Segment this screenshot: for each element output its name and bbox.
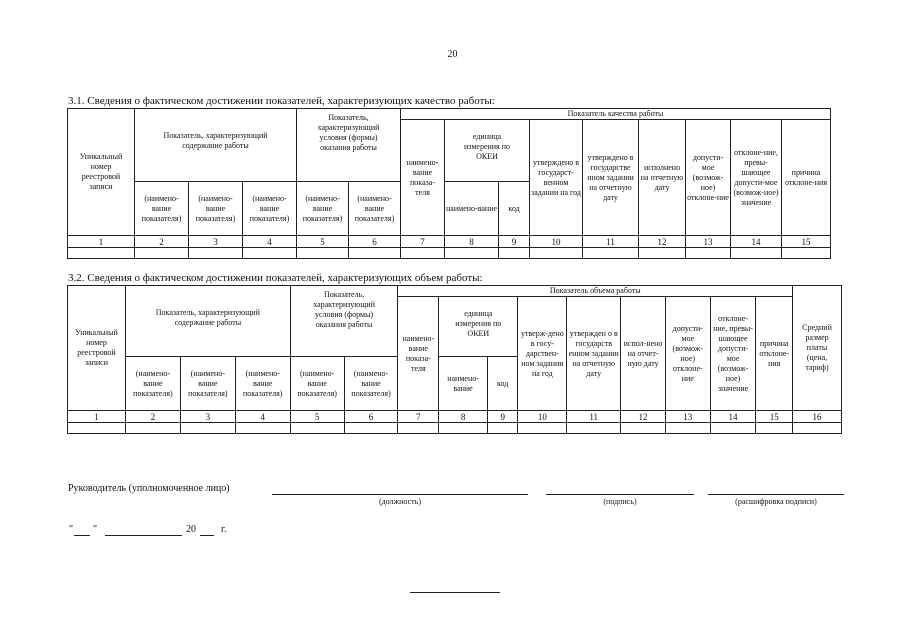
column-number: 10 <box>518 411 567 423</box>
data-cell[interactable] <box>518 423 567 434</box>
data-cell[interactable] <box>710 423 756 434</box>
data-cell[interactable] <box>439 423 488 434</box>
signature-label: Руководитель (уполномоченное лицо) <box>68 483 230 494</box>
unit-code-header: код <box>499 182 530 236</box>
column-number: 11 <box>567 411 621 423</box>
deviation-reason-header: причина отклоне-ния <box>782 120 831 236</box>
sub-label: (наимено-вание показателя) <box>180 357 235 411</box>
data-cell[interactable] <box>125 423 180 434</box>
data-cell[interactable] <box>398 423 439 434</box>
sub-label: (наимено-вание показателя) <box>290 357 344 411</box>
data-cell[interactable] <box>731 248 782 259</box>
conditions-indicator-header: Показатель, характеризующий условия (формы) оказания работы <box>297 109 401 182</box>
column-number: 12 <box>639 236 686 248</box>
column-number: 1 <box>68 411 126 423</box>
year-suffix: г. <box>221 524 227 535</box>
data-cell[interactable] <box>68 248 135 259</box>
unique-number-header: Уникальный номер реестровой записи <box>68 286 126 411</box>
data-cell[interactable] <box>243 248 297 259</box>
sub-label: (наимено-вание показателя) <box>349 182 401 236</box>
column-number: 2 <box>135 236 189 248</box>
column-number: 10 <box>530 236 583 248</box>
signature-caption: (подпись) <box>603 497 637 506</box>
column-number: 12 <box>621 411 666 423</box>
volume-indicator-header: Показатель объема работы <box>398 286 793 297</box>
sub-label: (наимено-вание показателя) <box>344 357 398 411</box>
approved-date-header: утверждено в государстве нном задании на отчетную дату <box>583 120 639 236</box>
data-cell[interactable] <box>499 248 530 259</box>
data-cell[interactable] <box>756 423 793 434</box>
year-field[interactable] <box>200 535 214 536</box>
column-number: 16 <box>793 411 842 423</box>
column-number: 9 <box>487 411 518 423</box>
unit-name-header: наимено-вание <box>439 357 488 411</box>
data-cell[interactable] <box>782 248 831 259</box>
column-number: 15 <box>756 411 793 423</box>
column-number: 14 <box>710 411 756 423</box>
data-cell[interactable] <box>297 248 349 259</box>
exceeding-deviation-header: отклоне-ние, превы-шающее допусти-мое (возмож-ное) значение <box>731 120 782 236</box>
content-indicator-header: Показатель, характеризующий содержание работы <box>135 109 297 182</box>
approved-year-header: утверж-дено в госу-дарствен-ном задании на год <box>518 297 567 411</box>
date-quote-open: " <box>69 524 74 535</box>
column-number: 11 <box>583 236 639 248</box>
data-cell[interactable] <box>235 423 290 434</box>
position-line[interactable] <box>272 494 528 495</box>
year-prefix: 20 <box>186 524 196 535</box>
table-row <box>68 248 831 259</box>
sub-label: (наимено-вание показателя) <box>297 182 349 236</box>
indicator-name-header: наимено-вание показа-теля <box>401 120 445 236</box>
column-number: 15 <box>782 236 831 248</box>
indicator-name-header: наимено-вание показа-теля <box>398 297 439 411</box>
executed-header: испол-нено на отчет-ную дату <box>621 297 666 411</box>
data-cell[interactable] <box>180 423 235 434</box>
executed-header: исполнено на отчетную дату <box>639 120 686 236</box>
page-number: 20 <box>447 49 458 60</box>
sub-label: (наимено-вание показателя) <box>243 182 297 236</box>
data-cell[interactable] <box>68 423 126 434</box>
data-cell[interactable] <box>445 248 499 259</box>
approved-year-header: утверждено в государст-венном задании на год <box>530 120 583 236</box>
data-cell[interactable] <box>189 248 243 259</box>
data-cell[interactable] <box>135 248 189 259</box>
unit-name-header: наимено-вание <box>445 182 499 236</box>
deviation-reason-header: причина отклоне-ния <box>756 297 793 411</box>
conditions-indicator-header: Показатель, характеризующий условия (формы) оказания работы <box>290 286 398 357</box>
exceeding-deviation-header: отклоне-ние, превы-шающее допусти-мое (возмож-ное) значение <box>710 297 756 411</box>
section-2-title: 3.2. Сведения о фактическом достижении показателей, характеризующих объем работы: <box>68 272 483 284</box>
volume-table <box>67 285 842 434</box>
column-number: 6 <box>344 411 398 423</box>
footnote-separator <box>410 592 500 593</box>
unit-code-header: код <box>487 357 518 411</box>
section-1-title: 3.1. Сведения о фактическом достижении показателей, характеризующих качество работы: <box>68 95 495 107</box>
column-number: 5 <box>297 236 349 248</box>
data-cell[interactable] <box>567 423 621 434</box>
unit-header: единица измерения по ОКЕИ <box>445 120 530 182</box>
column-number: 6 <box>349 236 401 248</box>
allowed-deviation-header: допусти-мое (возмож-ное) отклоне-ние <box>686 120 731 236</box>
sub-label: (наимено-вание показателя) <box>135 182 189 236</box>
column-number: 13 <box>665 411 710 423</box>
sub-label: (наимено-вание показателя) <box>189 182 243 236</box>
data-cell[interactable] <box>530 248 583 259</box>
data-cell[interactable] <box>401 248 445 259</box>
column-number: 1 <box>68 236 135 248</box>
data-cell[interactable] <box>487 423 518 434</box>
date-quote-close: " <box>93 524 98 535</box>
table-row <box>68 423 842 434</box>
data-cell[interactable] <box>665 423 710 434</box>
unique-number-header: Уникальный номер реестровой записи <box>68 109 135 236</box>
sub-label: (наимено-вание показателя) <box>235 357 290 411</box>
quality-table <box>67 108 831 259</box>
column-number: 4 <box>243 236 297 248</box>
data-cell[interactable] <box>349 248 401 259</box>
column-number: 2 <box>125 411 180 423</box>
data-cell[interactable] <box>583 248 639 259</box>
data-cell[interactable] <box>793 423 842 434</box>
allowed-deviation-header: допусти-мое (возмож-ное) отклоне-ние <box>665 297 710 411</box>
column-number: 13 <box>686 236 731 248</box>
data-cell[interactable] <box>621 423 666 434</box>
column-number: 8 <box>439 411 488 423</box>
decode-line[interactable] <box>708 494 844 495</box>
column-number: 8 <box>445 236 499 248</box>
signature-line[interactable] <box>546 494 694 495</box>
month-field[interactable] <box>105 535 182 536</box>
sub-label: (наимено-вание показателя) <box>125 357 180 411</box>
column-number: 14 <box>731 236 782 248</box>
average-price-header: Средний размер платы (цена, тариф) <box>793 286 842 411</box>
column-number: 7 <box>398 411 439 423</box>
column-number: 5 <box>290 411 344 423</box>
data-cell[interactable] <box>639 248 686 259</box>
quality-indicator-header: Показатель качества работы <box>401 109 831 120</box>
data-cell[interactable] <box>344 423 398 434</box>
column-number: 7 <box>401 236 445 248</box>
data-cell[interactable] <box>686 248 731 259</box>
position-caption: (должность) <box>379 497 421 506</box>
content-indicator-header: Показатель, характеризующий содержание работы <box>125 286 290 357</box>
column-number: 4 <box>235 411 290 423</box>
approved-date-header: утвержден о в государств енном задании на отчетную дату <box>567 297 621 411</box>
column-number: 9 <box>499 236 530 248</box>
unit-header: единица измерения по ОКЕИ <box>439 297 518 357</box>
decode-caption: (расшифровка подписи) <box>735 497 817 506</box>
day-field[interactable] <box>74 535 90 536</box>
data-cell[interactable] <box>290 423 344 434</box>
column-number: 3 <box>189 236 243 248</box>
column-number: 3 <box>180 411 235 423</box>
